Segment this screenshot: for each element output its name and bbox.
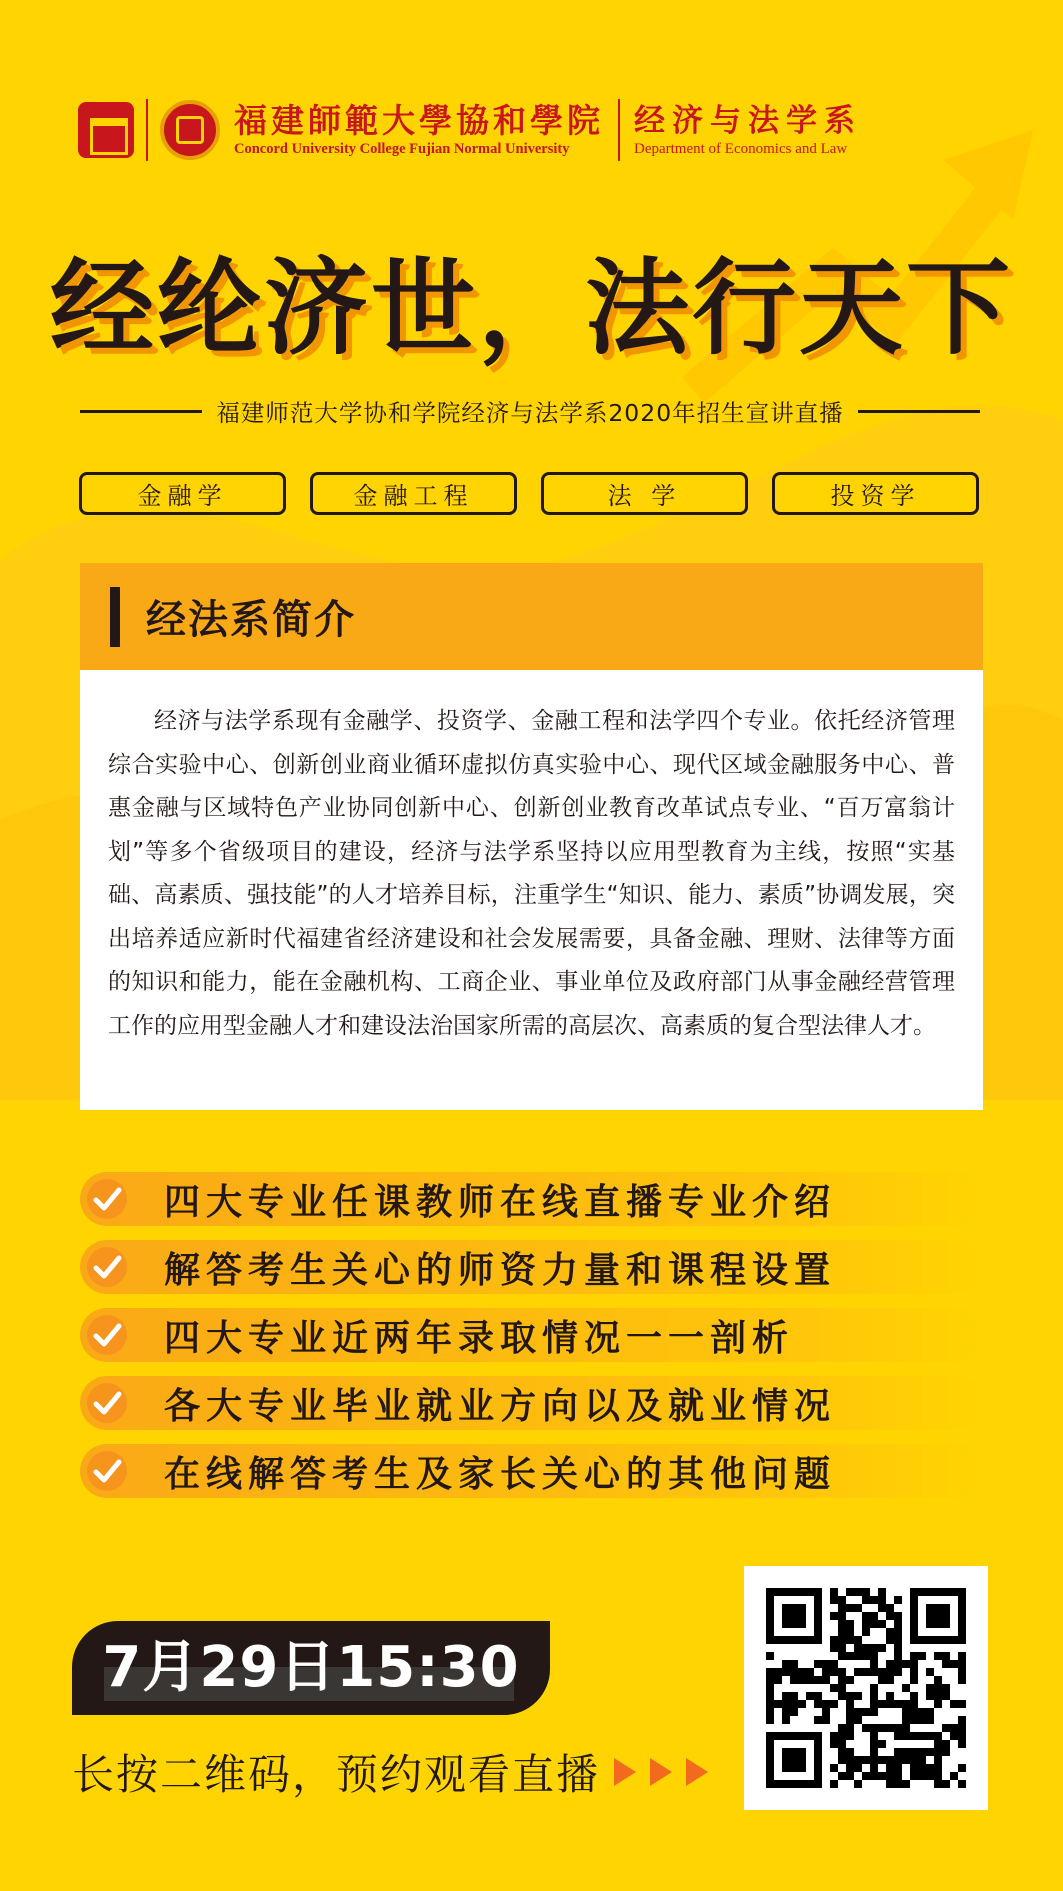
checkmark-icon: [80, 1172, 134, 1226]
checkmark-icon: [80, 1444, 134, 1498]
subtitle-row: [80, 394, 980, 428]
date-badge: [72, 1621, 550, 1715]
broadcast-datetime: 7月29日15:30: [102, 1635, 520, 1700]
majors-list: [79, 472, 979, 515]
highlight-text: 四大专业近两年录取情况一一剖析: [164, 1317, 795, 1359]
play-arrow-icon: [686, 1758, 708, 1786]
department-name: [634, 102, 862, 158]
subtitle: 福建师范大学协和学院经济与法学系2020年招生宣讲直播: [216, 399, 844, 427]
school-emblem-logo: [160, 100, 220, 160]
intro-title: 经法系简介: [146, 597, 356, 643]
highlight-item: [80, 1444, 983, 1498]
highlight-item: [80, 1308, 983, 1362]
highlight-text: 各大专业毕业就业方向以及就业情况: [164, 1385, 837, 1427]
intro-text: 经济与法学系现有金融学、投资学、金融工程和法学四个专业。依托经济管理综合实验中心、创新创业商业循环虚拟仿真实验中心、现代区域金融服务中心、普惠金融与区域特色产业协同创新中心、创新创业教育改革试点专业、“百万富翁计划”等多个省级项目的建设，经济与法学系坚持以应用型教育为主线，按照“实基础、高素质、强技能”的人才培养目标，注重学生“知识、能力、素质”协调发展，突出培养适应新时代福建省经济建设和社会发展需要，具备金融、理财、法律等方面的知识和能力，能在金融机构、工商企业、事业单位及政府部门从事金融经营管理工作的应用型金融人才和建设法治国家所需的高层次、高素质的复合型法律人才。: [108, 708, 955, 1039]
play-arrow-icon: [650, 1758, 672, 1786]
subtitle-right-line: [858, 410, 980, 413]
intro-header: [80, 563, 983, 670]
highlight-item: [80, 1376, 983, 1430]
qr-code[interactable]: [744, 1566, 988, 1810]
main-title: 经纶济世，法行天下: [49, 247, 1013, 369]
major-pill-investment: 投资学: [772, 472, 979, 515]
play-arrow-icon: [614, 1758, 636, 1786]
call-to-action: [72, 1742, 708, 1802]
checkmark-icon: [80, 1240, 134, 1294]
checkmark-icon: [80, 1308, 134, 1362]
highlight-item: [80, 1240, 983, 1294]
subtitle-left-line: [80, 410, 202, 413]
highlight-text: 四大专业任课教师在线直播专业介绍: [164, 1181, 837, 1223]
department-name-en: Department of Economics and Law: [634, 141, 848, 157]
major-pill-law: 法 学: [541, 472, 748, 515]
divider: [146, 99, 148, 161]
school-name-en: Concord University College Fujian Normal University: [234, 141, 570, 157]
highlight-text: 在线解答考生及家长关心的其他问题: [164, 1453, 837, 1495]
school-name-cn: 福建師範大學協和學院: [234, 101, 604, 140]
checkmark-icon: [80, 1376, 134, 1430]
cta-text: 长按二维码，预约观看直播: [72, 1750, 601, 1799]
major-pill-financial-engineering: 金融工程: [310, 472, 517, 515]
intro-accent-bar: [110, 587, 120, 647]
school-name: [234, 102, 604, 158]
highlight-text: 解答考生关心的师资力量和课程设置: [164, 1249, 837, 1291]
school-crest-logo: [78, 102, 134, 158]
highlight-item: [80, 1172, 983, 1226]
major-pill-finance: 金融学: [79, 472, 286, 515]
highlights-list: [80, 1172, 983, 1512]
qr-code-pattern: [766, 1588, 966, 1788]
header: [78, 94, 998, 166]
intro-card: [80, 670, 983, 1110]
department-name-cn: 经济与法学系: [634, 103, 862, 139]
divider: [618, 99, 620, 161]
